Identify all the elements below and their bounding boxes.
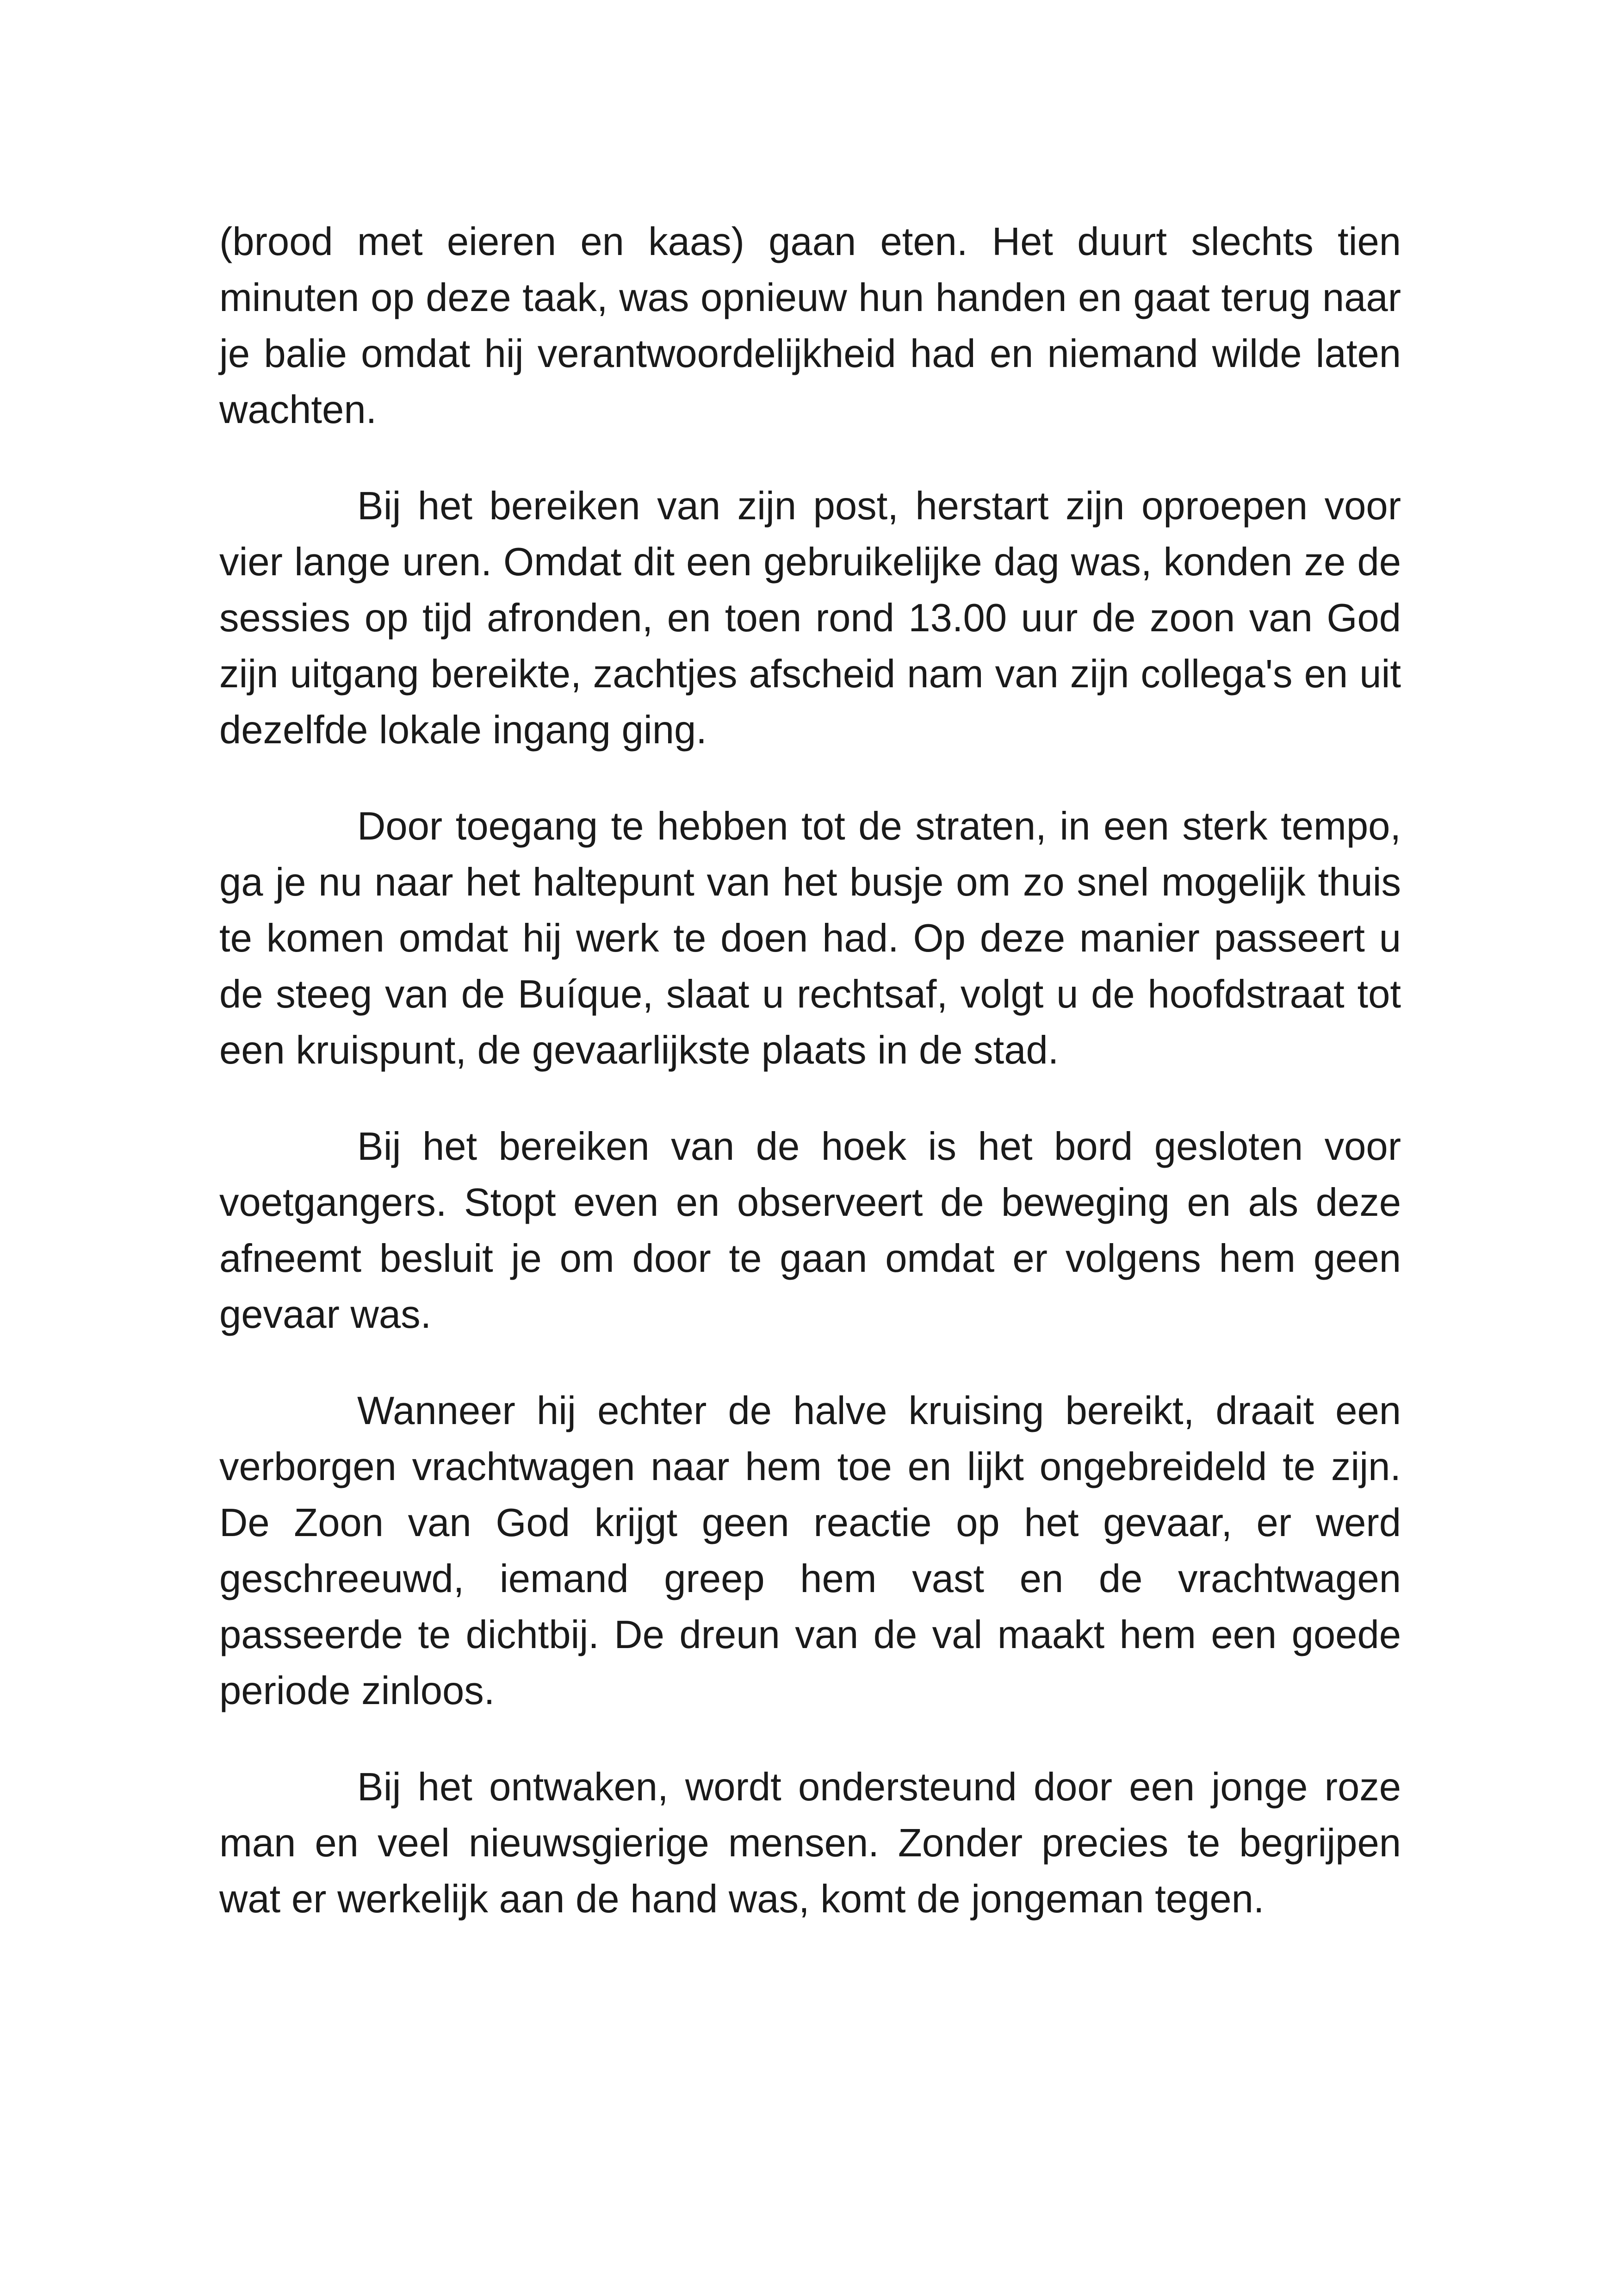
paragraph-2: Bij het bereiken van zijn post, herstart zijn oproepen voor vier lange uren. Omdat dit een gebruikelijke dag was, konden ze de sessies op tijd afronden, en toen rond 13.00 uur de zoon van God zijn uitgang bereikte, zachtjes afscheid nam van zijn collega's en uit dezelfde lokale ingang ging. [219,484,1401,752]
paragraph-3: Door toegang te hebben tot de straten, in een sterk tempo, ga je nu naar het haltepunt van het busje om zo snel mogelijk thuis te komen omdat hij werk te doen had. Op deze manier passeert u de steeg van de Buíque, slaat u rechtsaf, volgt u de hoofdstraat tot een kruispunt, de gevaarlijkste plaats in de stad. [219,804,1401,1072]
paragraph-5: Wanneer hij echter de halve kruising bereikt, draait een verborgen vrachtwagen naar hem toe en lijkt ongebreideld te zijn. De Zoon van God krijgt geen reactie op het gevaar, er werd geschreeuwd, iemand greep hem vast en de vrachtwagen passeerde te dichtbij. De dreun van de val maakt hem een goede periode zinloos. [219,1389,1401,1713]
paragraph-1: (brood met eieren en kaas) gaan eten. Het duurt slechts tien minuten op deze taak, was opnieuw hun handen en gaat terug naar je balie omdat hij verantwoordelijkheid had en niemand wilde laten wachten. [219,220,1401,432]
paragraph-4: Bij het bereiken van de hoek is het bord gesloten voor voetgangers. Stopt even en observeert de beweging en als deze afneemt besluit je om door te gaan omdat er volgens hem geen gevaar was. [219,1125,1401,1337]
body-text [219,214,1401,1927]
paragraph-6: Bij het ontwaken, wordt ondersteund door een jonge roze man en veel nieuwsgierige mensen. Zonder precies te begrijpen wat er werkelijk aan de hand was, komt de jongeman tegen. [219,1765,1401,1921]
